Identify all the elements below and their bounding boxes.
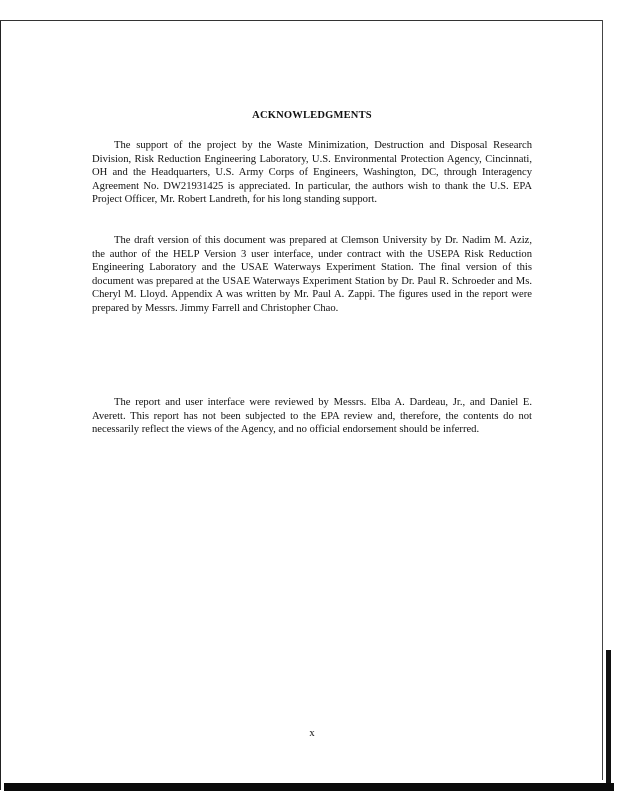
page-title: ACKNOWLEDGMENTS bbox=[252, 110, 372, 121]
scan-edge-right-shadow bbox=[606, 650, 611, 790]
scan-edge-bottom bbox=[4, 783, 614, 791]
paragraph-support: The support of the project by the Waste Minimization, Destruction and Disposal Research Division, Risk Reduction Engineering Laboratory, U.S. Environmental Protection Agency, Cincinnati, OH and the Headquarters, U.S. Army Corps of Engineers, Washington, DC, through Interagency Agreement No. DW21931425 is appreciated. In particular, the authors wish to thank the U.S. EPA Project Officer, Mr. Robert Landreth, for his long standing support. bbox=[92, 140, 532, 206]
scan-edge-top bbox=[0, 20, 603, 21]
paragraph-review: The report and user interface were reviewed by Messrs. Elba A. Dardeau, Jr., and Daniel E. Averett. This report has not been subjected to the EPA review and, therefore, the contents do not necessarily reflect the views of the Agency, and no official endorsement should be inferred. bbox=[92, 397, 532, 436]
page-number: x bbox=[309, 728, 315, 739]
scan-edge-left bbox=[0, 20, 1, 790]
scan-edge-right bbox=[602, 20, 603, 780]
paragraph-preparation: The draft version of this document was prepared at Clemson University by Dr. Nadim M. Aziz, the author of the HELP Version 3 user interface, under contract with the USEPA Risk Reduction Engineering Laboratory and the USAE Waterways Experiment Station. The final version of this document was prepared at the USAE Waterways Experiment Station by Dr. Paul R. Schroeder and Ms. Cheryl M. Lloyd. Appendix A was written by Mr. Paul A. Zappi. The figures used in the report were prepared by Messrs. Jimmy Farrell and Christopher Chao. bbox=[92, 235, 532, 314]
